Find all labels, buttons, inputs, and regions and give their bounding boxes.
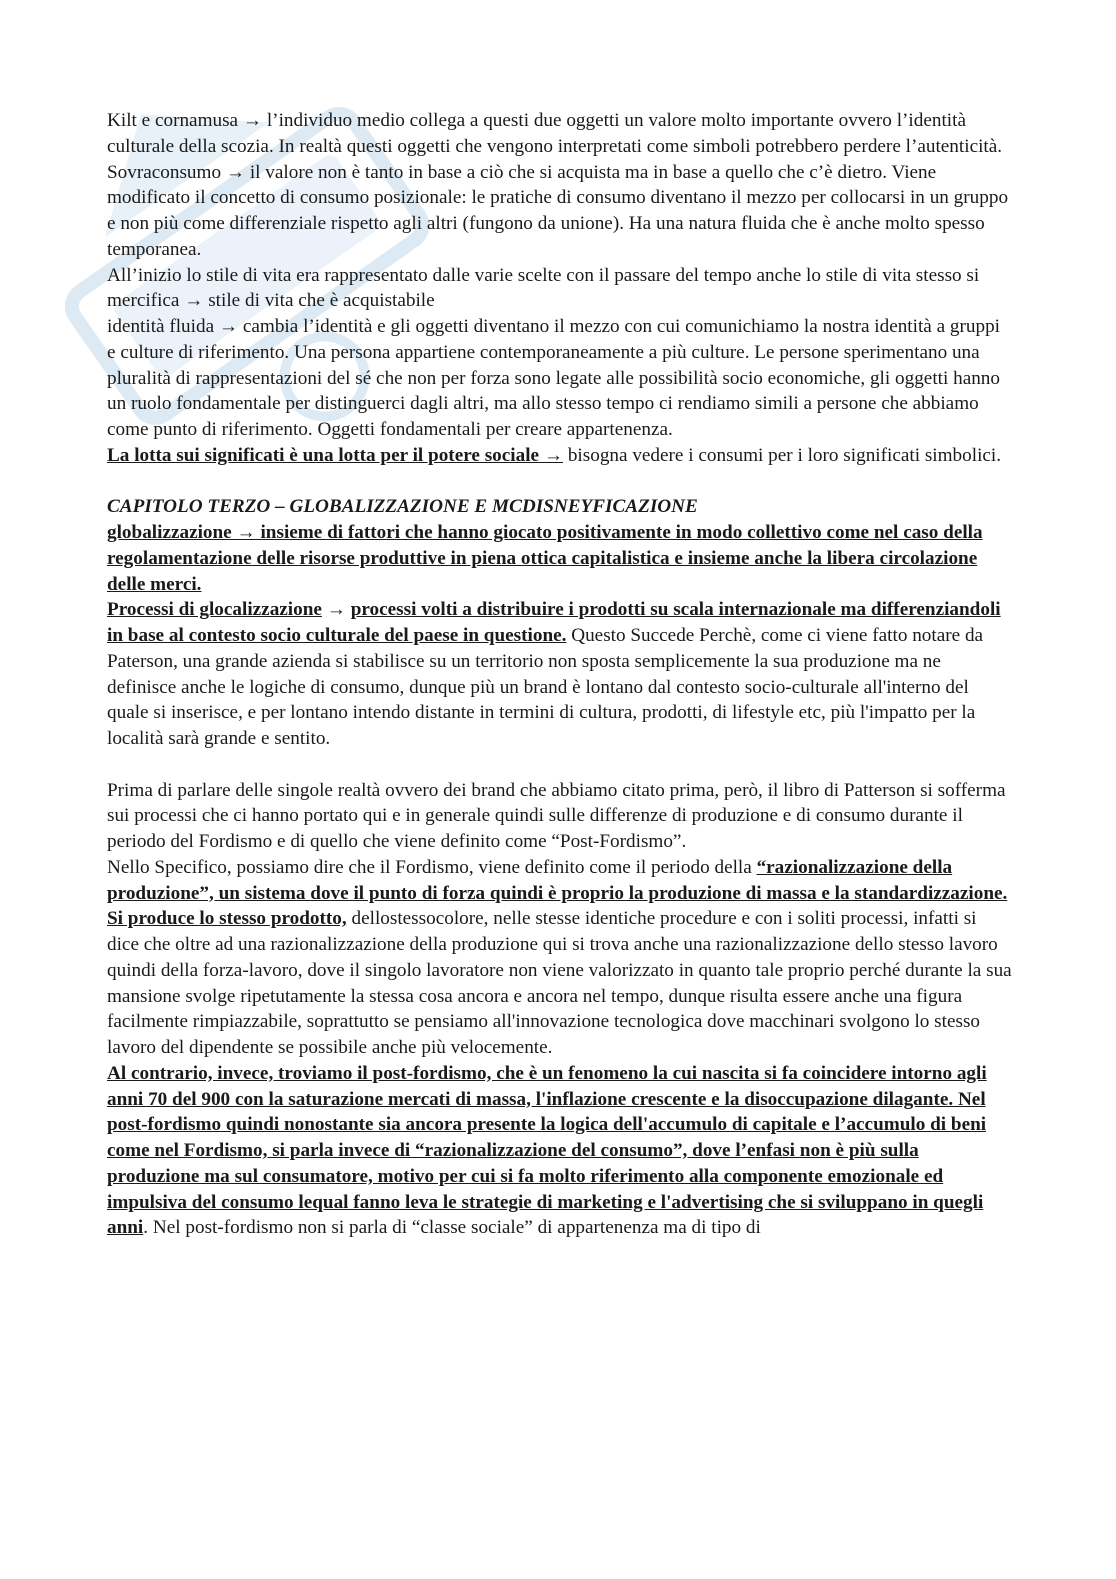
fordismo-emphasis: “razionalizzazione della produzione”, un sistema dove il punto di forza quindi è proprio la produzione di massa e la standardizzazione. Si produce lo stesso prodotto,: [107, 856, 1008, 930]
paragraph-globalizzazione: [107, 520, 1012, 597]
blank-line: [107, 469, 1012, 495]
glocalizzazione-rest: Questo Succede Perchè, come ci viene fatto notare da Paterson, una grande azienda si stabilisce su un territorio non sposta semplicemente la sua produzione ma ne definisce anche le logiche di consumo, dunque più un brand è lontano dal contesto socio-culturale all'interno del quale si inserisce, e per lontano intendo distante in termini di cultura, prodotti, di lifestyle etc, più l'impatto per la località sarà grande e sentito.: [107, 625, 984, 749]
blank-line: [107, 752, 1012, 778]
lotta-significati-rest: bisogna vedere i consumi per i loro significati simbolici.: [563, 444, 1002, 466]
paragraph-identita-fluida: identità fluida → cambia l’identità e gli oggetti diventano il mezzo con cui comunichiamo la nostra identità a gruppi e culture di riferimento. Una persona appartiene contemporaneamente a più culture. Le persone sperimentano una pluralità di rappresentazioni del sé che non per forza sono legate alle possibilità socio economiche, gli oggetti hanno un ruolo fondamentale per distinguerci dagli altri, ma allo stesso tempo ci rendiamo simili a persone che abbiamo come punto di riferimento. Oggetti fondamentali per creare appartenenza.: [107, 316, 1001, 440]
chapter-heading: CAPITOLO TERZO – GLOBALIZZAZIONE E MCDISNEYFICAZIONE: [107, 496, 698, 518]
glocalizzazione-arrow: →: [321, 599, 351, 621]
paragraph-sovraconsumo: Sovraconsumo → il valore non è tanto in base a ciò che si acquista ma in base a quello che c’è dietro. Viene modificato il concetto di consumo posizionale: le pratiche di consumo diventano il mezzo per collocarsi in un gruppo e non più come differenziale rispetto agli altri (fungono da unione). Ha una natura fluida che è anche molto spesso temporanea.: [107, 161, 1009, 260]
globalizzazione-emphasis: globalizzazione → insieme di fattori che hanno giocato positivamente in modo collettivo come nel caso della regolamentazione delle risorse produttive in piena ottica capitalistica e insieme anche la libera circolazione delle merci.: [107, 522, 983, 595]
glocalizzazione-definition: processi volti a distribuire i prodotti su scala internazionale ma differenziandoli in base al contesto socio culturale del paese in questione.: [107, 599, 1001, 646]
fordismo-rest: dellostessocolore, nelle stesse identiche procedure e con i soliti processi, infatti si dice che oltre ad una razionalizzazione della produzione qui si trova anche una razionalizzazione dello stesso lavoro quindi della forza-lavoro, dove il singolo lavoratore non viene valorizzato in quanto tale proprio perché durante la sua mansione svolge ripetutamente la stessa cosa ancora e ancora nel tempo, dunque risulta essere anche una figura facilmente rimpiazzabile, soprattutto se pensiamo all'innovazione tecnologica dove macchinari svolgono lo stesso lavoro del dipendente se possibile anche più velocemente.: [107, 908, 1012, 1058]
paragraph-fordismo: [107, 855, 1012, 1061]
fordismo-intro: Nello Specifico, possiamo dire che il Fordismo, viene definito come il periodo della: [107, 856, 757, 878]
paragraph-stile-di-vita: All’inizio lo stile di vita era rappresentato dalle varie scelte con il passare del tempo anche lo stile di vita stesso si mercifica → stile di vita che è acquistabile: [107, 264, 980, 312]
paragraph-lotta-significati: [107, 443, 1012, 469]
paragraph-post-fordismo: [107, 1061, 1012, 1241]
post-fordismo-rest: . Nel post-fordismo non si parla di “classe sociale” di appartenenza ma di tipo di: [143, 1217, 761, 1239]
paragraph-patterson: Prima di parlare delle singole realtà ovvero dei brand che abbiamo citato prima, però, il libro di Patterson si sofferma sui processi che ci hanno portato qui e in generale quindi sulle differenze di produzione e di consumo durante il periodo del Fordismo e di quello che viene definito come “Post-Fordismo”.: [107, 779, 1006, 852]
paragraph-kilt: Kilt e cornamusa → l’individuo medio collega a questi due oggetti un valore molto importante ovvero l’identità culturale della scozia. In realtà questi oggetti che vengono interpretati come simboli potrebbero perdere l’autenticità.: [107, 110, 1003, 157]
post-fordismo-emphasis: Al contrario, invece, troviamo il post-fordismo, che è un fenomeno la cui nascita si fa coincidere intorno agli anni 70 del 900 con la saturazione mercati di massa, l'inflazione crescente e la disoccupazione dilagante. Nel post-fordismo quindi nonostante sia ancora presente la logica dell'accumulo di capitale e l’accumulo di beni come nel Fordismo, si parla invece di “razionalizzazione del consumo”, dove l’enfasi non è più sulla produzione ma sul consumatore, motivo per cui si fa molto riferimento alla componente emozionale ed impulsiva del consumo lequal fanno leva le strategie di marketing e l'advertising che si sviluppano in quegli anni: [107, 1062, 987, 1239]
paragraph-glocalizzazione: [107, 597, 1012, 752]
document-body: [107, 108, 1012, 1241]
glocalizzazione-term: Processi di glocalizzazione: [107, 599, 322, 621]
lotta-significati-emphasis: La lotta sui significati è una lotta per il potere sociale →: [107, 444, 564, 466]
